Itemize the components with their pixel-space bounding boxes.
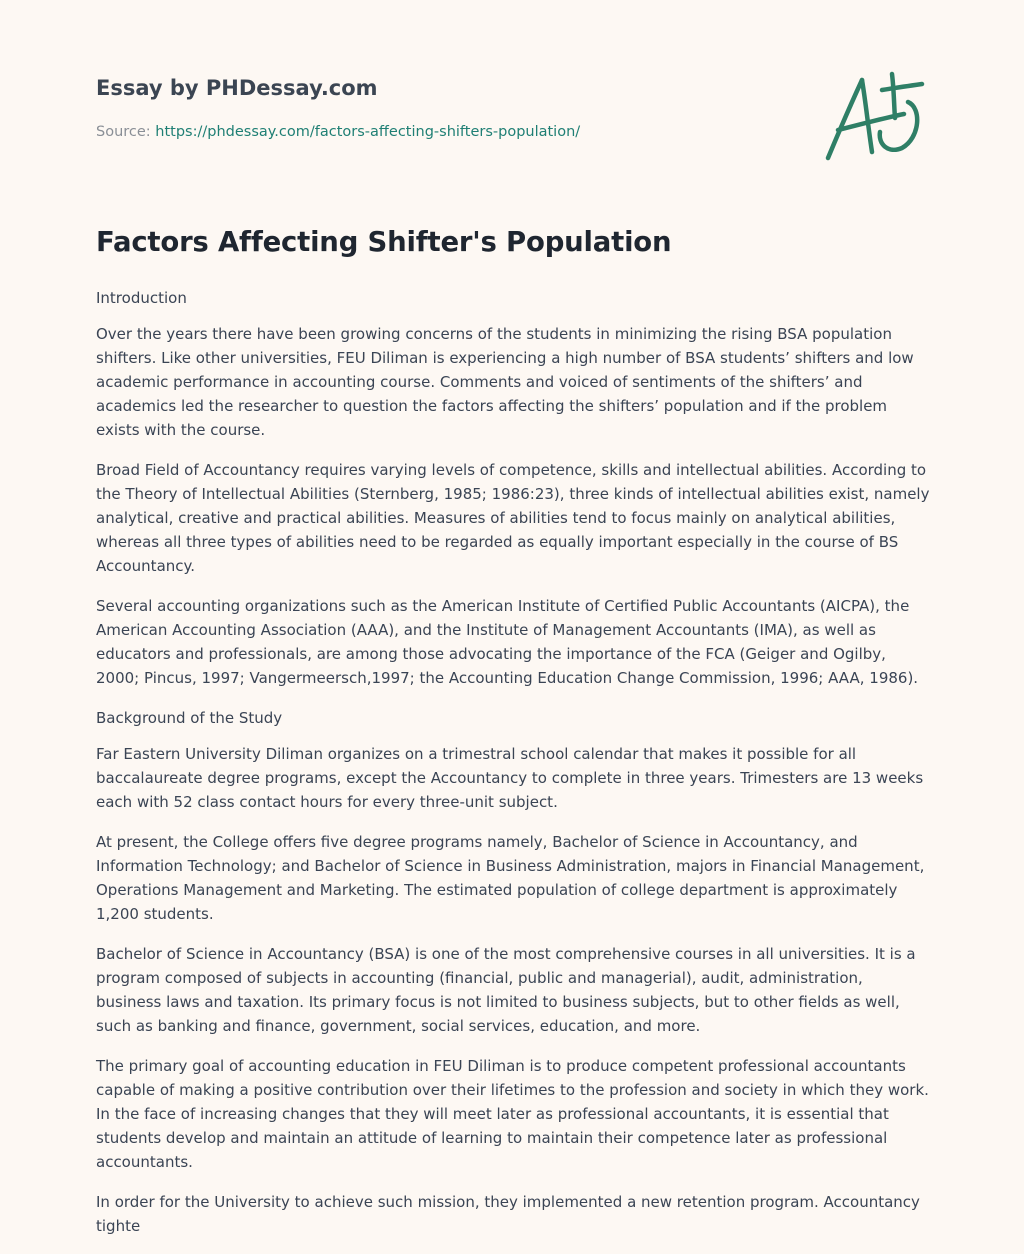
paragraph: In order for the University to achieve such mission, they implemented a new retention program. Accountancy tighte (96, 1193, 920, 1235)
source-label: Source: (96, 124, 156, 140)
site-brand: Essay by PHDessay.com (96, 76, 378, 100)
article-body (96, 286, 932, 1254)
source-line (96, 124, 580, 140)
paragraph: Broad Field of Accountancy requires varying levels of competence, skills and intellectual abilities. According to the Theory of Intellectual Abilities (Sternberg, 1985; 1986:23), three kinds of intellectual abilities exist, namely analytical, creative and practical abilities. Measures of abilities tend to focus mainly on analytical abilities, whereas all three types of abilities need to be regarded as equally important especially in the course of BS Accountancy. (96, 461, 930, 575)
source-link[interactable]: https://phdessay.com/factors-affecting-shifters-population/ (155, 124, 581, 140)
paragraph: Bachelor of Science in Accountancy (BSA) is one of the most comprehensive courses in all universities. It is a program composed of subjects in accounting (financial, public and managerial), audit, administration, business laws and taxation. Its primary focus is not limited to business subjects, but to other fields as well, such as banking and finance, government, social services, education, and more. (96, 945, 916, 1035)
paragraph: At present, the College offers five degree programs namely, Bachelor of Science in Accountancy, and Information Technology; and Bachelor of Science in Business Administration, majors in Financial Management, Operations Management and Marketing. The estimated population of college department is approximately 1,200 students. (96, 833, 925, 923)
paragraph: Far Eastern University Diliman organizes on a trimestral school calendar that makes it possible for all baccalaureate degree programs, except the Accountancy to complete in three years. Trimesters are 13 weeks each with 52 class contact hours for every three-unit subject. (96, 745, 924, 811)
paragraph: The primary goal of accounting education in FEU Diliman is to produce competent professional accountants capable of making a positive contribution over their lifetimes to the profession and society in which they work. In the face of increasing changes that they will meet later as professional accountants, it is essential that students develop and maintain an attitude of learning to maintain their competence later as professional accountants. (96, 1057, 929, 1171)
section-heading: Background of the Study (96, 709, 283, 727)
a-plus-logo-icon (822, 68, 926, 164)
section-heading: Introduction (96, 289, 187, 307)
paragraph: Over the years there have been growing concerns of the students in minimizing the rising BSA population shifters. Like other universities, FEU Diliman is experiencing a high number of BSA students’ shifters and low academic performance in accounting course. Comments and voiced of sentiments of the shifters’ and academics led the researcher to question the factors affecting the shifters’ population and if the problem exists with the course. (96, 325, 914, 439)
paragraph: Several accounting organizations such as the American Institute of Certified Public Accountants (AICPA), the American Accounting Association (AAA), and the Institute of Management Accountants (IMA), as well as educators and professionals, are among those advocating the importance of the FCA (Geiger and Ogilby, 2000; Pincus, 1997; Vangermeersch,1997; the Accounting Education Change Commission, 1996; AAA, 1986). (96, 597, 919, 687)
article-title: Factors Affecting Shifter's Population (96, 226, 672, 258)
